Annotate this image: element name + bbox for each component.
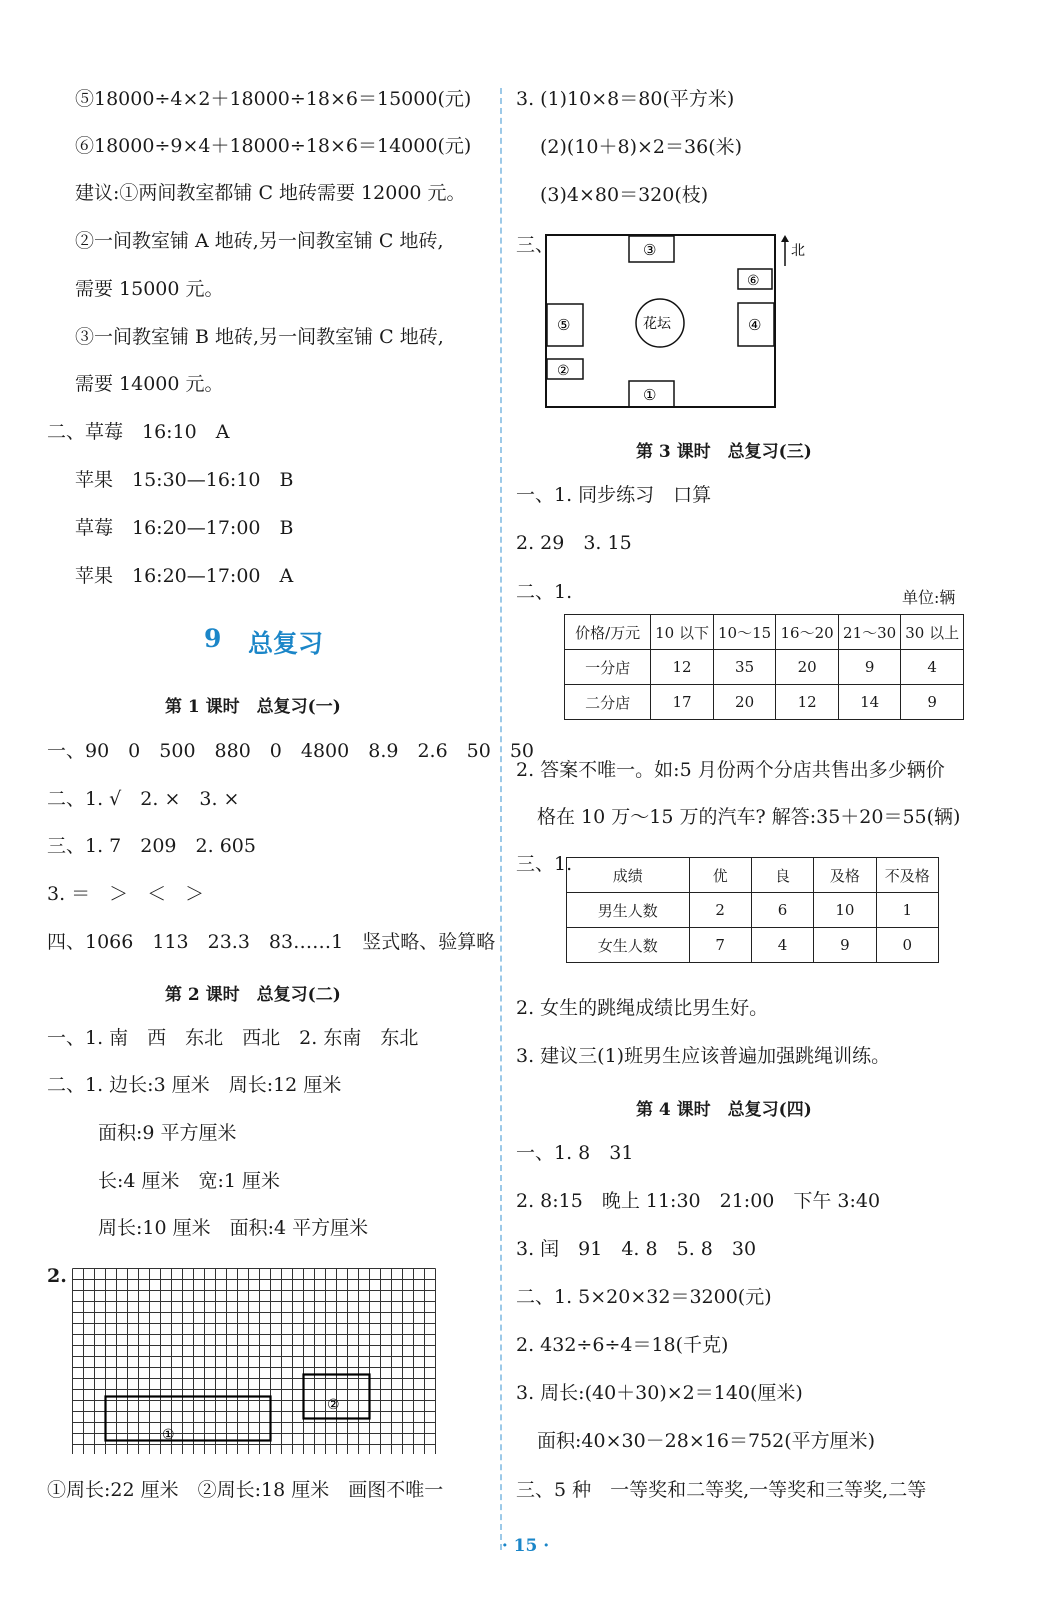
answer-line: ③一间教室铺 B 地砖,另一间教室铺 C 地砖, [75,326,444,348]
grid-mark-2: ② [327,1397,340,1413]
table-header-cell: 优 [689,858,751,893]
table-cell: 0 [876,928,938,963]
lesson-title: 第 3 课时 总复习(三) [636,442,812,462]
answer-line: 需要 15000 元。 [75,278,224,300]
answer-line: 格在 10 万～15 万的汽车? 解答:35＋20＝55(辆) [537,806,961,828]
seat-5-label: ⑤ [557,316,571,334]
table-header-cell: 良 [751,858,813,893]
lesson-title: 第 1 课时 总复习(一) [165,697,341,717]
page-number: · 15 · [501,1536,550,1556]
table-cell: 4 [751,928,813,963]
seat-1-label: ① [643,386,657,404]
table-row [567,893,939,928]
answer-line: 四、1066 113 23.3 83……1 竖式略、验算略 [47,931,496,953]
answer-line: 二、草莓 16:10 A [47,421,230,443]
table-header-cell: 及格 [814,858,876,893]
table-cell: 7 [689,928,751,963]
answer-line: 3. 周长:(40＋30)×2＝140(厘米) [516,1382,803,1404]
answer-line: 2. 29 3. 15 [516,532,632,554]
answer-line: 二、1. [516,581,573,603]
answer-line: 草莓 16:20—17:00 B [75,517,294,539]
table-cell: 二分店 [565,685,651,720]
score-table [566,857,939,963]
answer-line: ②一间教室铺 A 地砖,另一间教室铺 C 地砖, [75,230,444,252]
table-cell: 12 [651,650,714,685]
table-cell: 男生人数 [567,893,690,928]
answer-line: 2. 女生的跳绳成绩比男生好。 [516,997,769,1019]
table-row [565,685,964,720]
lesson-title: 第 2 课时 总复习(二) [165,985,341,1005]
answer-line: 苹果 15:30—16:10 B [75,469,294,491]
sales-table [564,614,964,720]
answer-line: 三、1. [516,853,573,875]
north-label: 北 [791,243,805,259]
table-header-cell: 10 以下 [651,615,714,650]
table-cell: 9 [901,685,964,720]
chapter-title: 总复习 [248,629,324,658]
answer-line: 需要 14000 元。 [75,373,224,395]
table-cell: 17 [651,685,714,720]
seat-6-label: ⑥ [747,273,760,289]
table-cell: 4 [901,650,964,685]
answer-line: 一、90 0 500 880 0 4800 8.9 2.6 50 50 [47,740,535,762]
answer-line: (3)4×80＝320(枝) [540,184,709,206]
table-row [567,928,939,963]
answer-line: 苹果 16:20—17:00 A [75,565,294,587]
answer-line: 2. 答案不唯一。如:5 月份两个分店共售出多少辆价 [516,759,945,781]
answer-line: 三、1. 7 209 2. 605 [47,835,256,857]
table-cell: 一分店 [565,650,651,685]
classroom-map [540,226,820,412]
answer-line: 3. 闰 91 4. 8 5. 8 30 [516,1238,757,1260]
table-cell: 6 [751,893,813,928]
table-cell: 9 [814,928,876,963]
answer-line: 建议:①两间教室都铺 C 地砖需要 12000 元。 [75,182,466,204]
answer-line: ⑥18000÷9×4＋18000÷18×6＝14000(元) [75,135,472,157]
flower-bed-label: 花坛 [643,316,671,332]
answer-line: 3. 建议三(1)班男生应该普遍加强跳绳训练。 [516,1045,891,1067]
answer-line: 二、1. 边长:3 厘米 周长:12 厘米 [47,1074,342,1096]
answer-line: 面积:9 平方厘米 [98,1122,237,1144]
answer-line: 2. 8:15 晚上 11:30 21:00 下午 3:40 [516,1190,881,1212]
table-cell: 女生人数 [567,928,690,963]
table-cell: 14 [838,685,901,720]
answer-line: 长:4 厘米 宽:1 厘米 [98,1170,281,1192]
answer-line: 3. (1)10×8＝80(平方米) [516,88,735,110]
table-header-cell: 价格/万元 [565,615,651,650]
table-cell: 9 [838,650,901,685]
lesson-title: 第 4 课时 总复习(四) [636,1100,812,1120]
table-cell: 1 [876,893,938,928]
answer-line: 二、1. 5×20×32＝3200(元) [516,1286,772,1308]
answer-line: 2. 432÷6÷4＝18(千克) [516,1334,729,1356]
seat-2-label: ② [557,363,570,379]
grid-caption: ①周长:22 厘米 ②周长:18 厘米 画图不唯一 [47,1479,444,1501]
table-cell: 2 [689,893,751,928]
unit-label: 单位:辆 [902,588,956,607]
answer-line: 周长:10 厘米 面积:4 平方厘米 [98,1217,369,1239]
grid-question-label: 2. [47,1265,67,1287]
table-cell: 12 [776,685,839,720]
answer-line: 3. ＝ ＞ ＜ ＞ [47,883,205,905]
table-header-cell: 16～20 [776,615,839,650]
answer-line: 三、5 种 一等奖和二等奖,一等奖和三等奖,二等 [516,1479,927,1501]
square-grid [70,1266,440,1454]
table-header-row [565,615,964,650]
answer-line: 一、1. 8 31 [516,1142,634,1164]
answer-line: 一、1. 南 西 东北 西北 2. 东南 东北 [47,1027,419,1049]
table-cell: 20 [776,650,839,685]
answer-line: (2)(10＋8)×2＝36(米) [540,136,743,158]
table-cell: 20 [713,685,776,720]
map-label: 三、 [516,234,555,256]
table-cell: 10 [814,893,876,928]
chapter-number: 9 [204,624,222,653]
table-cell: 35 [713,650,776,685]
north-arrow-head-icon [781,235,789,242]
table-row [565,650,964,685]
seat-4-label: ④ [748,316,762,334]
seat-3-label: ③ [643,241,657,259]
table-header-row [567,858,939,893]
answer-line: ⑤18000÷4×2＋18000÷18×6＝15000(元) [75,88,472,110]
answer-line: 一、1. 同步练习 口算 [516,484,712,506]
answer-line: 二、1. √ 2. × 3. × [47,788,240,810]
table-header-cell: 30 以上 [901,615,964,650]
grid-mark-1: ① [162,1427,175,1443]
table-header-cell: 成绩 [567,858,690,893]
table-header-cell: 21～30 [838,615,901,650]
table-header-cell: 不及格 [876,858,938,893]
answer-line: 面积:40×30－28×16＝752(平方厘米) [537,1430,876,1452]
column-divider [500,88,502,1550]
table-header-cell: 10～15 [713,615,776,650]
